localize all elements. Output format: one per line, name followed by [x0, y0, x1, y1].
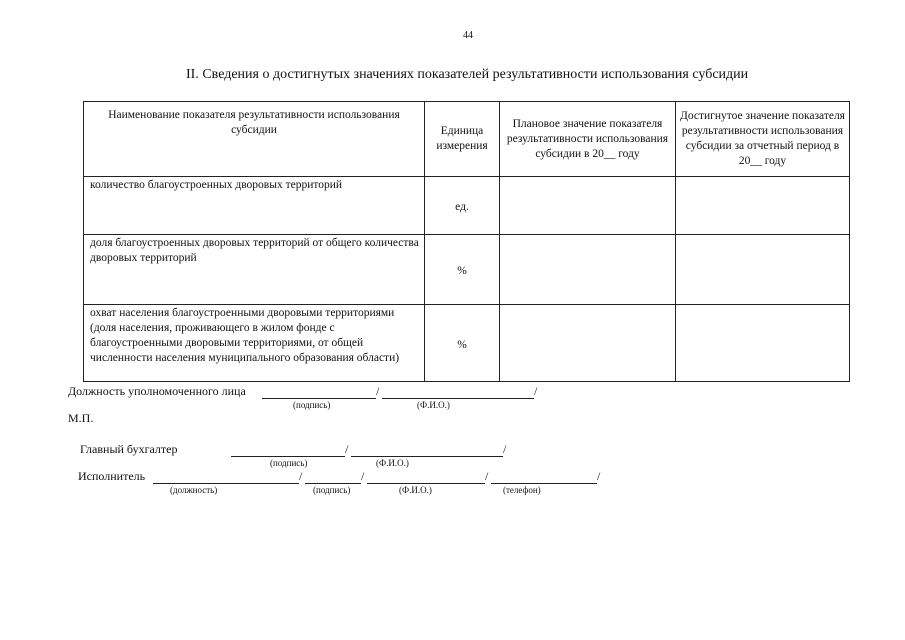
- signature-caption: (подпись): [293, 400, 331, 410]
- table-row: [84, 305, 850, 382]
- unit-cell: %: [425, 305, 500, 382]
- phone-caption: (телефон): [503, 485, 541, 495]
- executor-label: Исполнитель: [78, 469, 146, 483]
- table-header-row: [84, 102, 850, 177]
- accountant-signature-line[interactable]: [231, 456, 345, 457]
- table-row: [84, 235, 850, 305]
- position-caption: (должность): [170, 485, 218, 495]
- achieved-value-cell[interactable]: [676, 305, 850, 382]
- separator-slash: /: [534, 384, 538, 398]
- authorized-person-label: Должность уполномоченного лица: [68, 384, 246, 398]
- separator-slash: /: [597, 469, 601, 483]
- achieved-value-cell[interactable]: [676, 177, 850, 235]
- indicator-name-cell: количество благоустроенных дворовых территорий: [84, 177, 425, 235]
- achieved-value-cell[interactable]: [676, 235, 850, 305]
- unit-cell: ед.: [425, 177, 500, 235]
- separator-slash: /: [376, 384, 380, 398]
- fio-caption: (Ф.И.О.): [399, 485, 432, 495]
- signature-caption: (подпись): [313, 485, 351, 495]
- page-number: 44: [463, 30, 473, 41]
- planned-value-cell[interactable]: [500, 177, 676, 235]
- executor-phone-line[interactable]: [491, 483, 597, 484]
- unit-cell: %: [425, 235, 500, 305]
- executor-signature-line[interactable]: [305, 483, 361, 484]
- header-unit: Единица измерения: [425, 102, 500, 177]
- executor-fio-line[interactable]: [367, 483, 485, 484]
- stamp-place-label: М.П.: [68, 411, 94, 425]
- table-row: [84, 177, 850, 235]
- fio-caption: (Ф.И.О.): [376, 458, 409, 468]
- indicators-table: [83, 101, 850, 382]
- planned-value-cell[interactable]: [500, 235, 676, 305]
- section-title: II. Сведения о достигнутых значениях показателей результативности использования субсидии: [186, 67, 749, 82]
- executor-position-line[interactable]: [153, 483, 299, 484]
- chief-accountant-label: Главный бухгалтер: [80, 442, 178, 456]
- separator-slash: /: [299, 469, 303, 483]
- separator-slash: /: [345, 442, 349, 456]
- signature-caption: (подпись): [270, 458, 308, 468]
- indicator-name-cell: охват населения благоустроенными дворовыми территориями (доля населения, проживающего в жилом фонде с благоустроенными дворовыми территориями, от общей численности населения муниципального образования области): [84, 305, 425, 382]
- authorized-signature-line[interactable]: [262, 398, 376, 399]
- separator-slash: /: [485, 469, 489, 483]
- header-planned-value: Плановое значение показателя результативности использования субсидии в 20__ году: [500, 102, 676, 177]
- separator-slash: /: [361, 469, 365, 483]
- planned-value-cell[interactable]: [500, 305, 676, 382]
- indicator-name-cell: доля благоустроенных дворовых территорий от общего количества дворовых территорий: [84, 235, 425, 305]
- fio-caption: (Ф.И.О.): [417, 400, 450, 410]
- authorized-fio-line[interactable]: [382, 398, 534, 399]
- accountant-fio-line[interactable]: [351, 456, 503, 457]
- separator-slash: /: [503, 442, 507, 456]
- header-achieved-value: Достигнутое значение показателя результативности использования субсидии за отчетный период в 20__ году: [676, 102, 850, 177]
- header-indicator-name: Наименование показателя результативности использования субсидии: [84, 102, 425, 177]
